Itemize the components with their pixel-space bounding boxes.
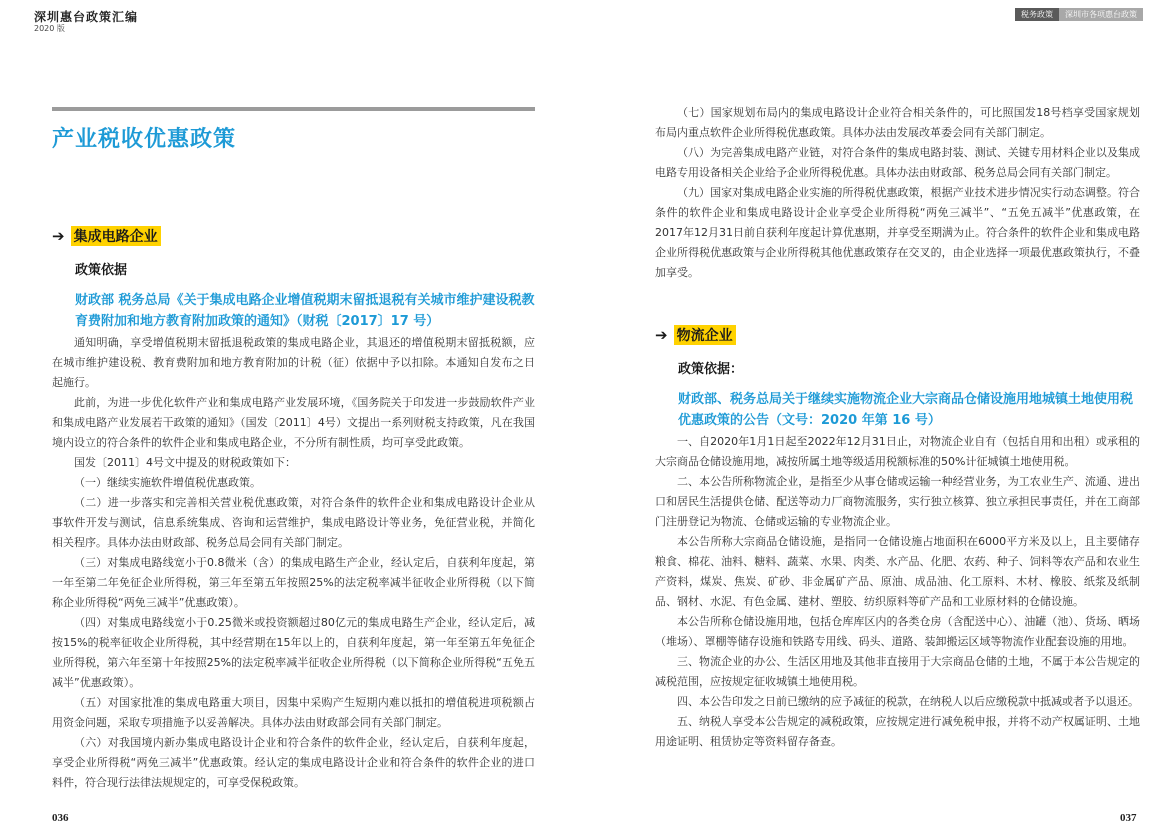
policy-basis-label-2: 政策依据： (678, 362, 744, 377)
book-title: 深圳惠台政策汇编 (34, 10, 139, 24)
paragraph: 此前，为进一步优化软件产业和集成电路产业发展环境，《国务院关于印发进一步鼓励软件产业和集成电路产业发展若干政策的通知》（国发〔2011〕4号）文提出一系列财税支持政策，凡在我国境内设立的符合条件的软件企业和集成电路企业，不分所有制性质，均可享受此政策。 (52, 396, 535, 449)
doc-title-ic: 财政部 税务总局《关于集成电路企业增值税期末留抵退税有关城市维护建设税教育费附加和地方教育附加政策的通知》（财税〔2017〕17 号） (75, 293, 535, 329)
right-body-text (655, 432, 1140, 752)
paragraph: （一）继续实施软件增值税优惠政策。 (74, 476, 261, 489)
paragraph: （八）为完善集成电路产业链，对符合条件的集成电路封装、测试、关键专用材料企业以及集成电路专用设备相关企业给予企业所得税优惠。具体办法由财政部、税务总局会同有关部门制定。 (655, 146, 1140, 179)
paragraph: （三）对集成电路线宽小于0.8微米（含）的集成电路生产企业，经认定后，自获利年度起，第一年至第二年免征企业所得税，第三年至第五年按照25%的法定税率减半征收企业所得税（以下简称企业所得税“两免三减半”优惠政策）。 (52, 556, 535, 609)
paragraph: （五）对国家批准的集成电路重大项目，因集中采购产生短期内难以抵扣的增值税进项税额占用资金问题，采取专项措施予以妥善解决。具体办法由财政部会同有关部门制定。 (52, 696, 535, 729)
arrow-right-icon: ➔ (655, 326, 668, 344)
paragraph: 三、物流企业的办公、生活区用地及其他非直接用于大宗商品仓储的土地，不属于本公告规定的减税范围，应按规定征收城镇土地使用税。 (655, 655, 1140, 688)
header-tabs (1015, 8, 1143, 21)
book-year: 2020 版 (34, 24, 65, 33)
policy-basis-label: 政策依据 (75, 263, 128, 278)
paragraph: 二、本公告所称物流企业，是指至少从事仓储或运输一种经营业务，为工农业生产、流通、进出口和居民生活提供仓储、配送等动力厂商物流服务，实行独立核算、独立承担民事责任，并在工商部门注册登记为物流、仓储或运输的专业物流企业。 (655, 475, 1140, 528)
paragraph: 四、本公告印发之日前已缴纳的应予减征的税款，在纳税人以后应缴税款中抵减或者予以退还。 (677, 695, 1139, 708)
title-rule (52, 107, 535, 111)
paragraph: 一、自2020年1月1日起至2022年12月31日止，对物流企业自有（包括自用和出租）或承租的大宗商品仓储设施用地，减按所属土地等级适用税额标准的50%计征城镇土地使用税。 (655, 435, 1140, 468)
section-heading-logistics (655, 325, 736, 345)
paragraph: （九）国家对集成电路企业实施的所得税优惠政策，根据产业技术进步情况实行动态调整。符合条件的软件企业和集成电路设计企业享受企业所得税“两免三减半”、“五免五减半”优惠政策，在2017年12月31日前自获利年度起计算优惠期，并享受至期满为止。符合条件的软件企业和集成电路企业所得税优惠政策与企业所得税其他优惠政策存在交叉的，由企业选择一项最优惠政策执行，不叠加享受。 (655, 186, 1140, 279)
paragraph: 本公告所称大宗商品仓储设施，是指同一仓储设施占地面积在6000平方米及以上，且主要储存粮食、棉花、油料、糖料、蔬菜、水果、肉类、水产品、化肥、农药、种子、饲料等农产品和农业生产资料，煤炭、焦炭、矿砂、非金属矿产品、原油、成品油、化工原料、木材、橡胶、纸浆及纸制品、钢材、水泥、有色金属、建材、塑胶、纺织原料等矿产品和工业原材料的仓储设施。 (655, 535, 1140, 608)
tab-tax-policy: 税务政策 (1015, 8, 1059, 21)
right-top-text (655, 103, 1140, 283)
left-body-text (52, 333, 535, 793)
paragraph: （七）国家规划布局内的集成电路设计企业符合相关条件的，可比照国发18号档享受国家规划布局内重点软件企业所得税优惠政策。具体办法由发展改革委会同有关部门制定。 (655, 106, 1140, 139)
section-heading-ic (52, 226, 161, 246)
page-number-right: 037 (1120, 812, 1137, 824)
paragraph: （六）对我国境内新办集成电路设计企业和符合条件的软件企业，经认定后，自获利年度起，享受企业所得税“两免三减半”优惠政策。经认定的集成电路设计企业和符合条件的软件企业的进口料件，符合现行法律法规规定的，可享受保税政策。 (52, 736, 535, 789)
page-number-left: 036 (52, 812, 69, 824)
section-label-ic: 集成电路企业 (71, 226, 161, 246)
tab-shenzhen-policies: 深圳市各项惠台政策 (1059, 8, 1143, 21)
doc-title-logistics: 财政部、税务总局关于继续实施物流企业大宗商品仓储设施用地城镇土地使用税优惠政策的公告（文号：2020 年第 16 号） (678, 392, 1134, 428)
page-title: 产业税收优惠政策 (52, 127, 237, 152)
paragraph: 五、纳税人享受本公告规定的减税政策，应按规定进行减免税申报，并将不动产权属证明、土地用途证明、租赁协定等资料留存备查。 (655, 715, 1140, 748)
paragraph: 通知明确，享受增值税期末留抵退税政策的集成电路企业，其退还的增值税期末留抵税额，应在城市维护建设税、教育费附加和地方教育附加的计税（征）依据中予以扣除。本通知自发布之日起施行。 (52, 336, 535, 389)
paragraph: （二）进一步落实和完善相关营业税优惠政策，对符合条件的软件企业和集成电路设计企业从事软件开发与测试，信息系统集成、咨询和运营维护，集成电路设计等业务，免征营业税，并简化相关程序。具体办法由财政部、税务总局会同有关部门制定。 (52, 496, 535, 549)
paragraph: 本公告所称仓储设施用地，包括仓库库区内的各类仓房（含配送中心）、油罐（池）、货场、晒场（堆场）、罩棚等储存设施和铁路专用线、码头、道路、装卸搬运区域等物流作业配套设施的用地。 (655, 615, 1140, 648)
paragraph: 国发〔2011〕4号文中提及的财税政策如下： (74, 456, 296, 469)
arrow-right-icon: ➔ (52, 227, 65, 245)
paragraph: （四）对集成电路线宽小于0.25微米或投资额超过80亿元的集成电路生产企业，经认定后，减按15%的税率征收企业所得税，其中经营期在15年以上的，自获利年度起，第一年至第五年免征企业所得税，第六年至第十年按照25%的法定税率减半征收企业所得税（以下简称企业所得税“五免五减半”优惠政策）。 (52, 616, 535, 689)
section-label-logistics: 物流企业 (674, 325, 736, 345)
